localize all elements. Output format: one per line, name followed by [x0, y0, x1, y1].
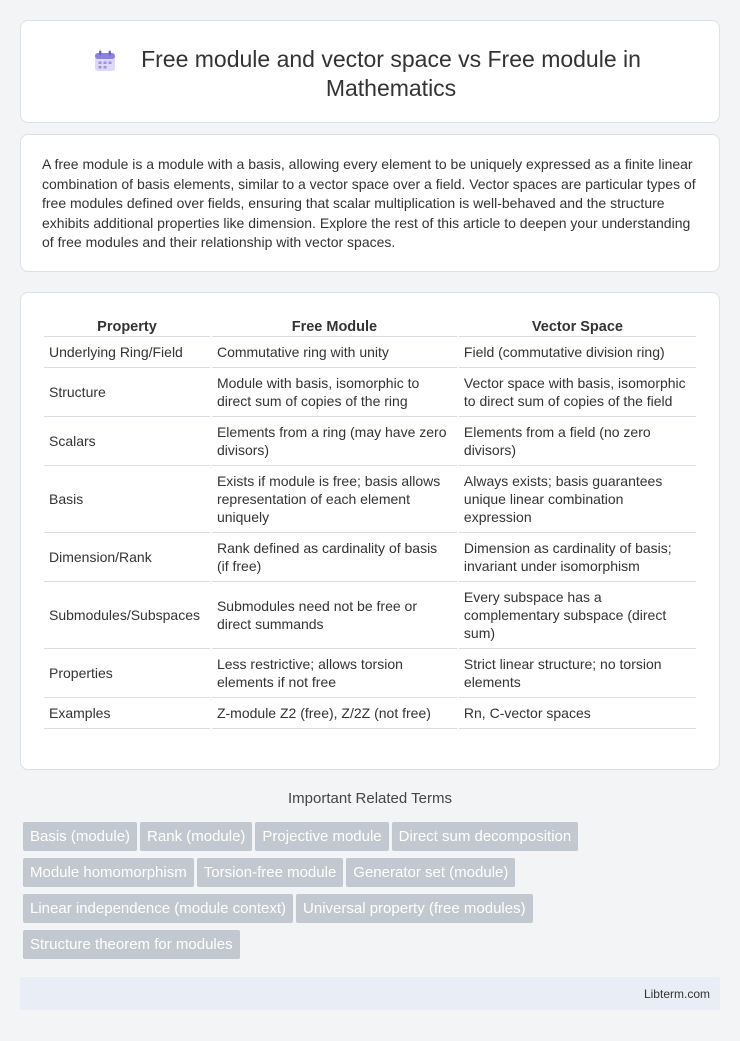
related-term-tag[interactable]: Basis (module) [23, 822, 137, 851]
table-cell: Vector space with basis, isomorphic to direct sum of copies of the field [459, 368, 696, 417]
table-cell: Z-module Z2 (free), Z/2Z (not free) [212, 698, 457, 729]
comparison-table-card [20, 292, 720, 770]
header-vector-space: Vector Space [459, 315, 696, 337]
table-cell: Dimension/Rank [44, 533, 210, 582]
table-cell: Field (commutative division ring) [459, 337, 696, 368]
related-term-tag[interactable]: Projective module [255, 822, 388, 851]
header-free-module: Free Module [212, 315, 457, 337]
table-header-row [44, 315, 696, 337]
table-cell: Properties [44, 649, 210, 698]
table-cell: Rank defined as cardinality of basis (if free) [212, 533, 457, 582]
footer-site-link[interactable]: Libterm.com [643, 987, 710, 1001]
table-cell: Underlying Ring/Field [44, 337, 210, 368]
comparison-table [42, 315, 698, 729]
title-wrap [21, 45, 719, 103]
table-cell: Module with basis, isomorphic to direct sum of copies of the ring [212, 368, 457, 417]
related-term-tag[interactable]: Rank (module) [140, 822, 252, 851]
table-cell: Elements from a ring (may have zero divisors) [212, 417, 457, 466]
table-row [44, 368, 696, 417]
intro-card [20, 134, 720, 272]
table-cell: Submodules need not be free or direct summands [212, 582, 457, 649]
page-title: Free module and vector space vs Free module in Mathematics [141, 46, 641, 101]
table-cell: Every subspace has a complementary subspace (direct sum) [459, 582, 696, 649]
table-cell: Commutative ring with unity [212, 337, 457, 368]
table-cell: Dimension as cardinality of basis; invariant under isomorphism [459, 533, 696, 582]
related-term-tag[interactable]: Module homomorphism [23, 858, 194, 887]
table-cell: Scalars [44, 417, 210, 466]
table-cell: Elements from a field (no zero divisors) [459, 417, 696, 466]
table-cell: Examples [44, 698, 210, 729]
header-property: Property [44, 315, 210, 337]
table-cell: Rn, C-vector spaces [459, 698, 696, 729]
intro-paragraph: A free module is a module with a basis, allowing every element to be uniquely expressed as a finite linear combination of basis elements, similar to a vector space over a field. Vector spaces are particular types of free modules defined over fields, ensuring that scalar multiplication is well-behaved and the structure exhibits additional properties like dimension. Explore the rest of this article to deepen your understanding of free modules and their relationship with vector spaces. [42, 156, 696, 251]
table-cell: Exists if module is free; basis allows representation of each element uniquely [212, 466, 457, 533]
table-row [44, 466, 696, 533]
footer-bar [20, 977, 720, 1010]
table-cell: Structure [44, 368, 210, 417]
related-term-tag[interactable]: Linear independence (module context) [23, 894, 293, 923]
related-term-tag[interactable]: Generator set (module) [346, 858, 515, 887]
related-term-tag[interactable]: Torsion-free module [197, 858, 344, 887]
header-card [20, 20, 720, 123]
related-terms-heading: Important Related Terms [288, 790, 452, 807]
related-term-tag[interactable]: Direct sum decomposition [392, 822, 579, 851]
table-row [44, 533, 696, 582]
related-term-tag[interactable]: Structure theorem for modules [23, 930, 240, 959]
table-cell: Strict linear structure; no torsion elements [459, 649, 696, 698]
table-row [44, 417, 696, 466]
table-row [44, 337, 696, 368]
related-term-tag[interactable]: Universal property (free modules) [296, 894, 533, 923]
related-terms-list [23, 822, 723, 966]
table-cell: Basis [44, 466, 210, 533]
table-cell: Submodules/Subspaces [44, 582, 210, 649]
table-cell: Less restrictive; allows torsion elements if not free [212, 649, 457, 698]
calendar-icon [93, 49, 117, 73]
table-row [44, 649, 696, 698]
table-row [44, 582, 696, 649]
table-row [44, 698, 696, 729]
table-cell: Always exists; basis guarantees unique linear combination expression [459, 466, 696, 533]
